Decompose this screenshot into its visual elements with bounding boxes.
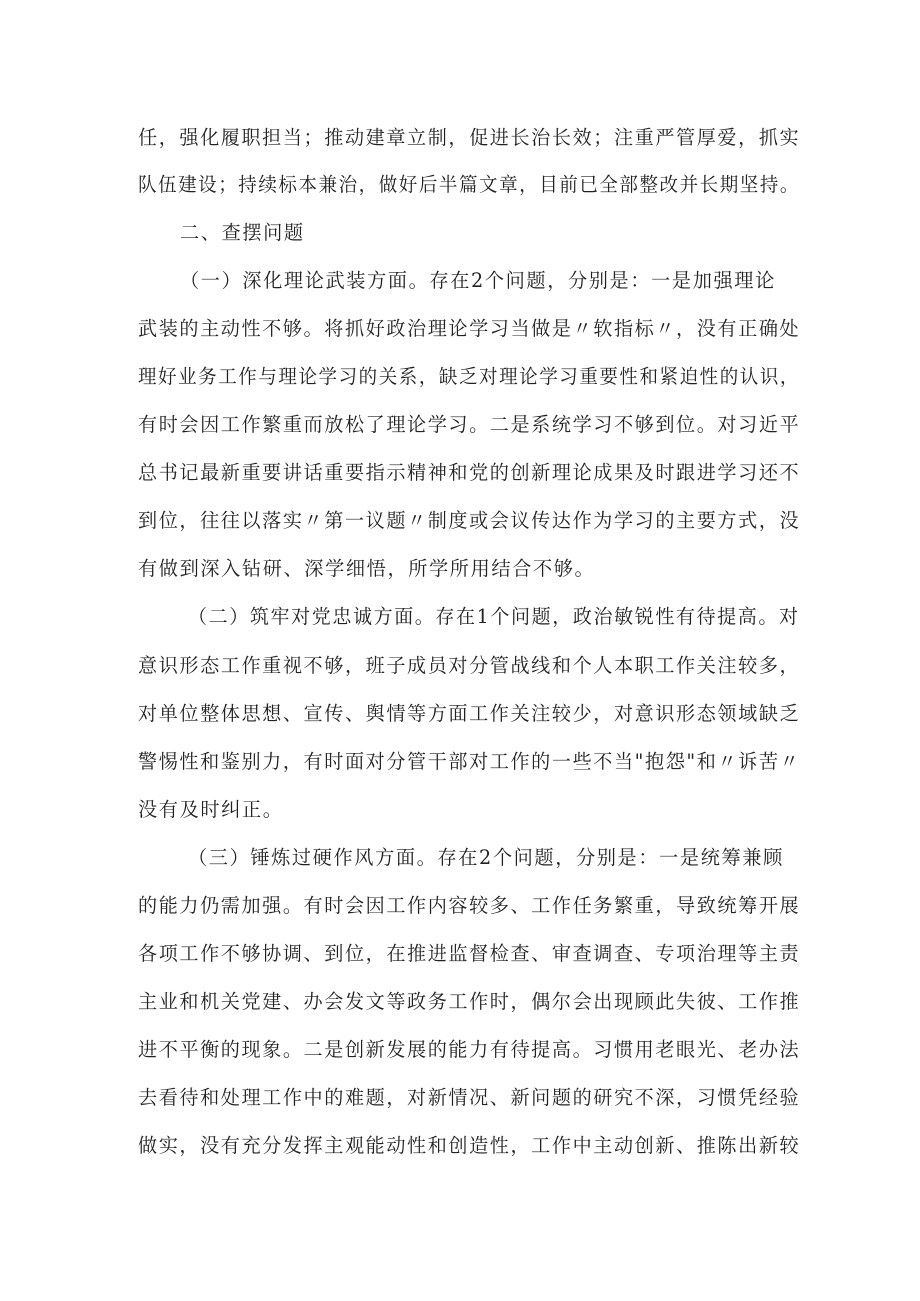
- text-line: 的能力仍需加强。有时会因工作内容较多、工作任务繁重，导致统筹开展: [138, 894, 801, 917]
- text-line: （二）筑牢对党忠诚方面。存在1个问题，政治敏锐性有待提高。对: [188, 605, 800, 628]
- text-line: 任，强化履职担当；推动建章立制，促进长治长效；注重严管厚爱，抓实: [138, 126, 801, 149]
- text-line: 理好业务工作与理论学习的关系，缺乏对理论学习重要性和紧迫性的认识，: [138, 365, 800, 388]
- text-line: （一）深化理论武装方面。存在2个问题，分别是：一是加强理论: [180, 269, 776, 292]
- text-line: 有时会因工作繁重而放松了理论学习。二是系统学习不够到位。对习近平: [138, 413, 801, 436]
- text-line: 进不平衡的现象。二是创新发展的能力有待提高。习惯用老眼光、老办法: [138, 1038, 801, 1061]
- text-line: 去看待和处理工作中的难题，对新情况、新问题的研究不深，习惯凭经验: [138, 1086, 801, 1109]
- text-line: 总书记最新重要讲话重要指示精神和党的创新理论成果及时跟进学习还不: [138, 461, 801, 484]
- text-line: 有做到深入钻研、深学细悟，所学所用结合不够。: [138, 557, 596, 580]
- text-line: （三）锤炼过硬作风方面。存在2个问题，分别是：一是统筹兼顾: [188, 846, 784, 869]
- text-line: 到位，往往以落实〃第一议题〃制度或会议传达作为学习的主要方式，没: [138, 509, 801, 532]
- text-line: 武装的主动性不够。将抓好政治理论学习当做是〃软指标〃，没有正确处: [138, 317, 801, 340]
- text-line: 各项工作不够协调、到位，在推进监督检查、审查调查、专项治理等主责: [138, 942, 801, 965]
- text-line: 队伍建设；持续标本兼治，做好后半篇文章，目前已全部整改并长期坚持。: [138, 173, 800, 196]
- text-line: 意识形态工作重视不够，班子成员对分管战线和个人本职工作关注较多，: [138, 654, 801, 677]
- text-line: 对单位整体思想、宣传、舆情等方面工作关注较少，对意识形态领域缺乏: [138, 702, 801, 725]
- text-line: 没有及时纠正。: [138, 798, 284, 821]
- section-heading: 二、查摆问题: [180, 221, 305, 244]
- text-line: 做实，没有充分发挥主观能动性和创造性，工作中主动创新、推陈出新较: [138, 1134, 801, 1157]
- text-line: 主业和机关党建、办会发文等政务工作时，偶尔会出现顾此失彼、工作推: [138, 990, 801, 1013]
- text-line: 警惕性和鉴别力，有时面对分管干部对工作的一些不当"抱怨"和〃诉苦〃: [138, 750, 801, 773]
